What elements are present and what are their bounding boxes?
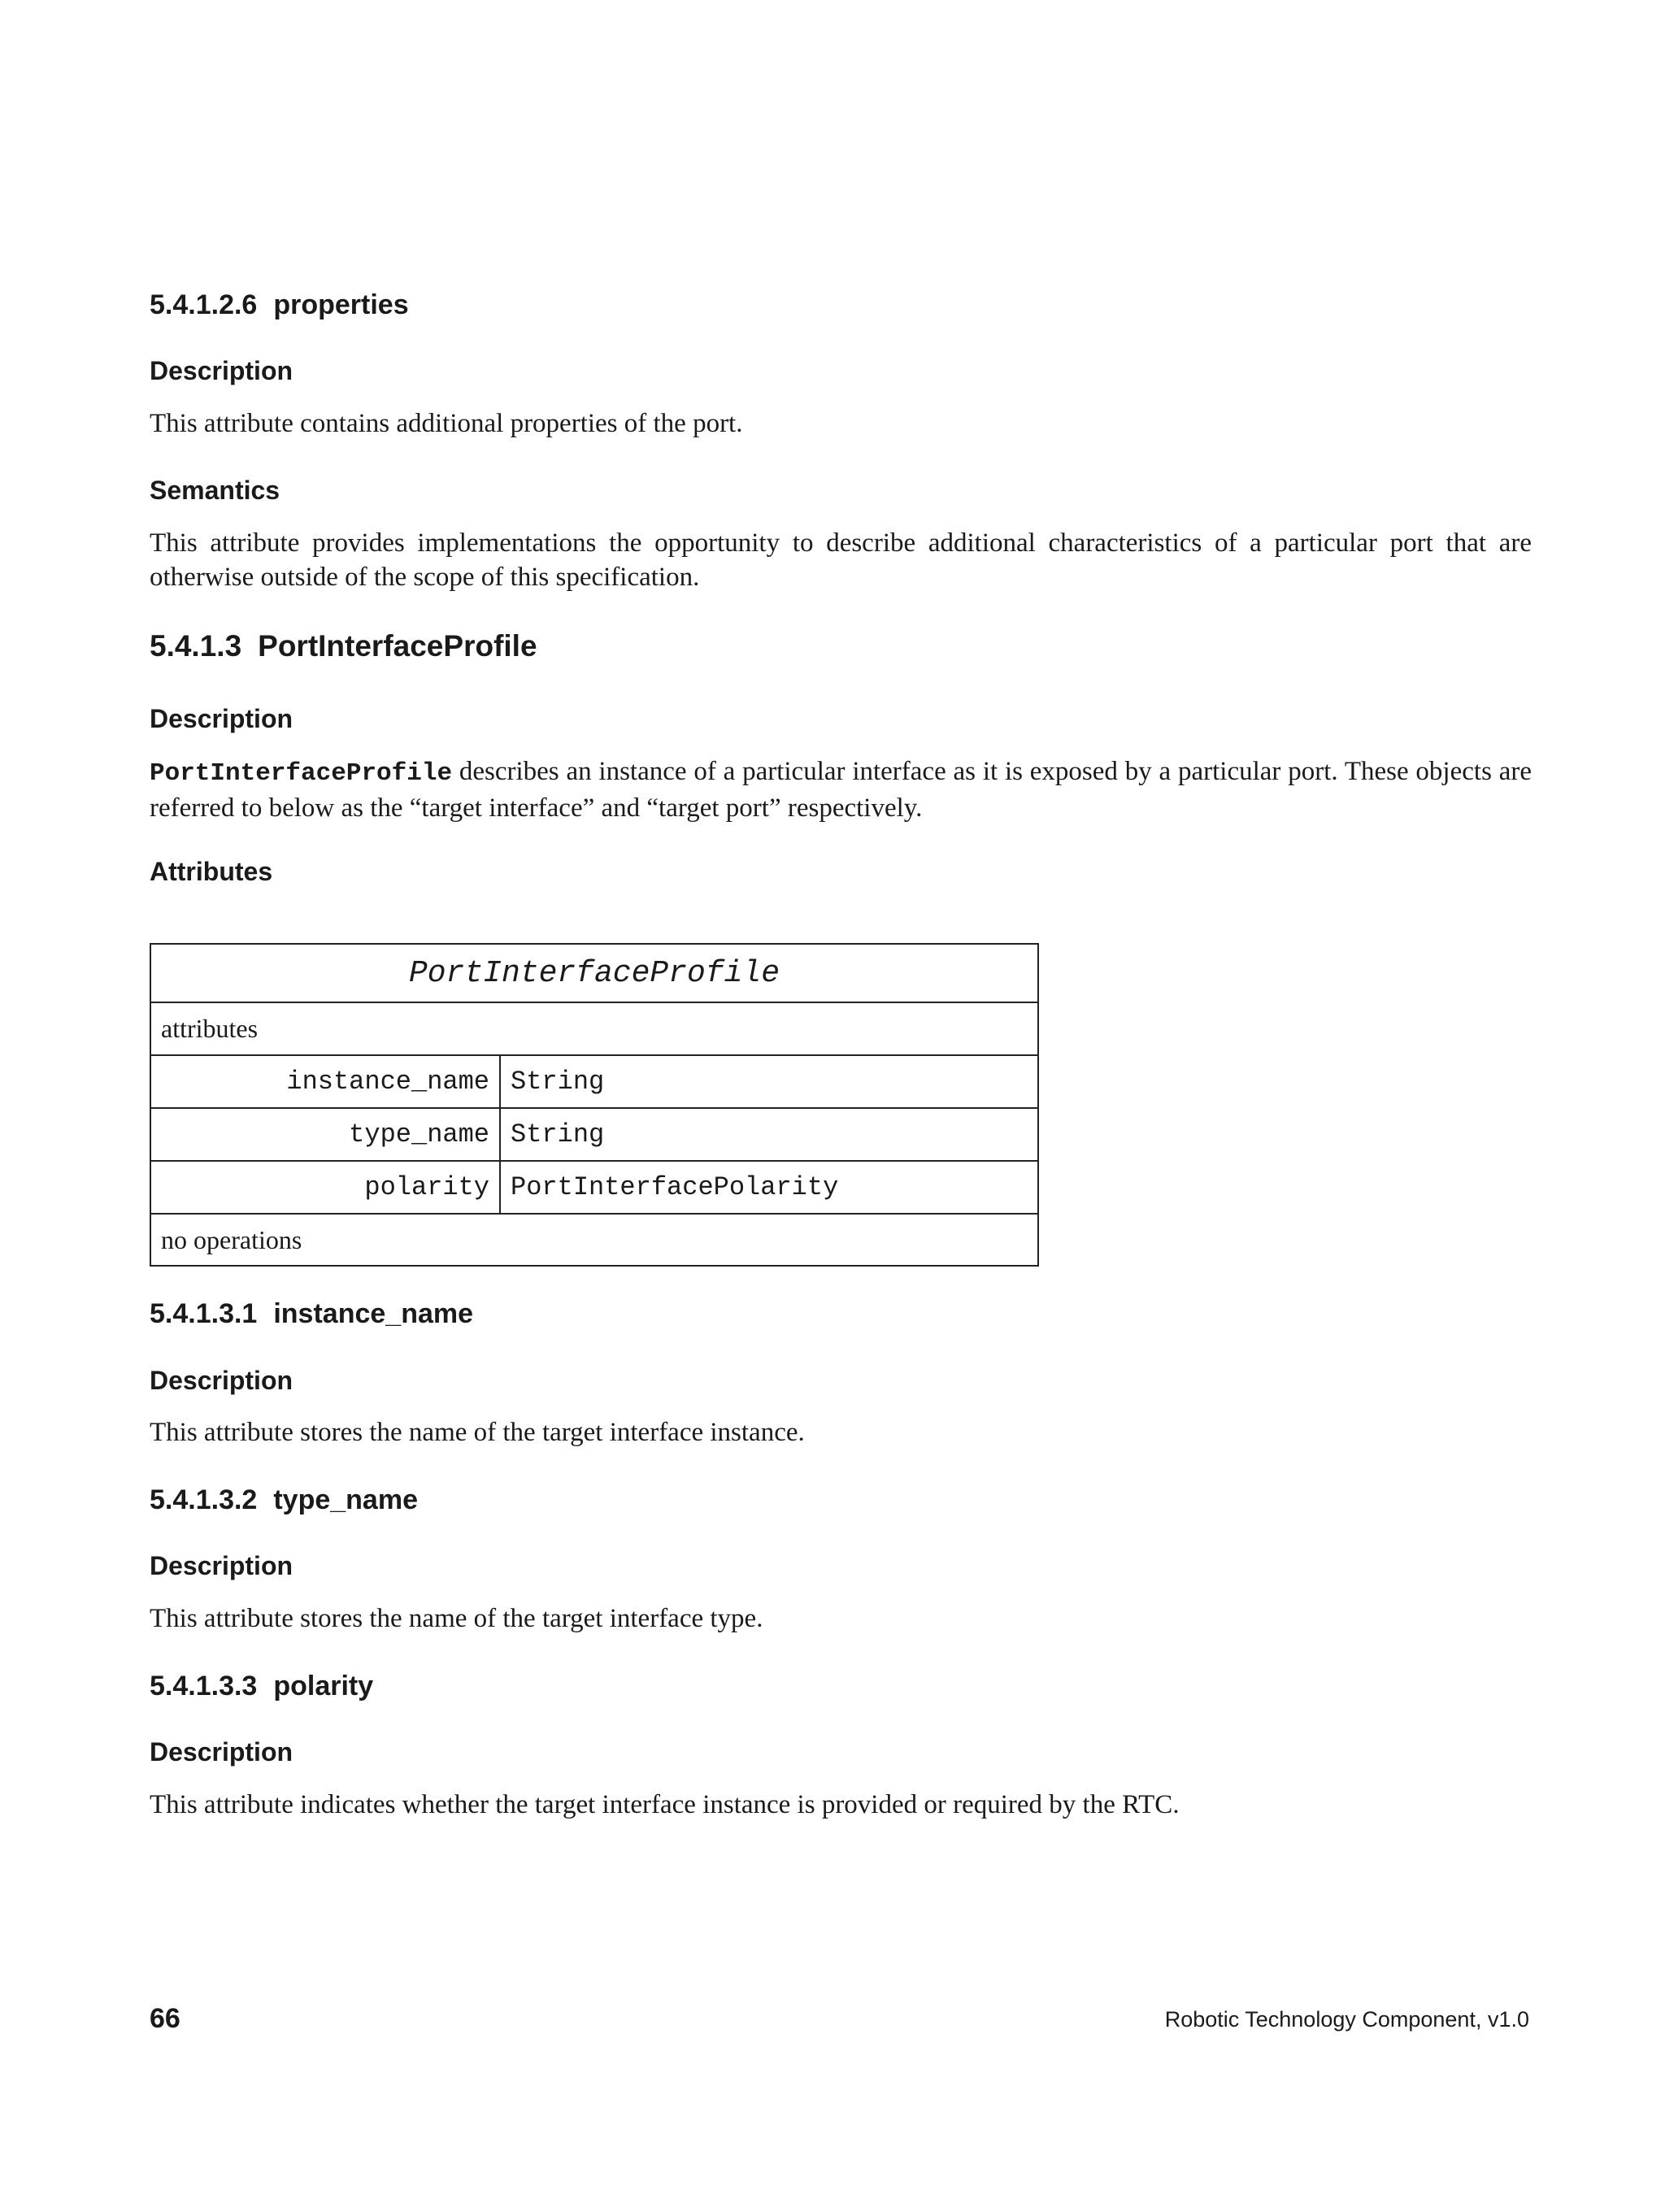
section-title: PortInterfaceProfile: [258, 629, 537, 663]
description-text: [150, 754, 1532, 825]
uml-attribute-type: String: [511, 1067, 605, 1097]
page-number: 66: [150, 2003, 180, 2034]
description-heading: Description: [150, 1551, 293, 1580]
uml-attribute-row: [151, 1162, 1037, 1215]
section-heading-instance-name: [150, 1298, 473, 1330]
description-text: This attribute contains additional properties of the port.: [150, 409, 743, 438]
uml-attribute-name: type_name: [151, 1109, 501, 1160]
description-heading: Description: [150, 1737, 293, 1767]
section-number: 5.4.1.2.6: [150, 289, 258, 320]
uml-attributes-label: attributes: [151, 1003, 1037, 1056]
uml-operations-label: no operations: [161, 1224, 302, 1254]
uml-class-name: PortInterfaceProfile: [151, 945, 1037, 1003]
semantics-text: This attribute provides implementations the opportunity to describe additional characteristics of a particular port that are otherwise outside of the scope of this specification.: [150, 528, 1532, 592]
uml-class-box: [150, 943, 1039, 1267]
section-number: 5.4.1.3.2: [150, 1484, 258, 1515]
description-heading: Description: [150, 356, 293, 385]
section-title: instance_name: [273, 1298, 474, 1329]
uml-attribute-row: [151, 1109, 1037, 1162]
document-title: Robotic Technology Component, v1.0: [1164, 2007, 1529, 2032]
section-heading-properties: [150, 289, 409, 321]
description-body: describes an instance of a particular interface as it is exposed by a particular port. These objects are referred to below as the “target interface” and “target port” respectively.: [150, 757, 1532, 823]
section-number: 5.4.1.3: [150, 629, 242, 663]
section-title: polarity: [273, 1671, 374, 1701]
uml-attribute-type: PortInterfacePolarity: [511, 1172, 839, 1202]
uml-attribute-row: [151, 1056, 1037, 1109]
description-heading: Description: [150, 1366, 293, 1395]
section-heading-portinterfaceprofile: [150, 629, 537, 663]
description-text: This attribute stores the name of the target interface type.: [150, 1604, 763, 1633]
section-number: 5.4.1.3.1: [150, 1298, 258, 1329]
description-text: This attribute indicates whether the target interface instance is provided or required by the RTC.: [150, 1790, 1180, 1819]
section-heading-type-name: [150, 1484, 418, 1516]
class-name-code: PortInterfaceProfile: [150, 759, 453, 788]
semantics-heading: Semantics: [150, 476, 280, 505]
description-heading: Description: [150, 704, 293, 733]
section-number: 5.4.1.3.3: [150, 1671, 258, 1701]
uml-attribute-type: String: [511, 1119, 605, 1149]
uml-attribute-name: instance_name: [151, 1056, 501, 1107]
attributes-heading: Attributes: [150, 857, 273, 886]
section-title: type_name: [273, 1484, 418, 1515]
description-text: This attribute stores the name of the target interface instance.: [150, 1418, 805, 1447]
section-title: properties: [273, 289, 409, 320]
uml-attribute-name: polarity: [151, 1162, 501, 1213]
section-heading-polarity: [150, 1671, 373, 1702]
